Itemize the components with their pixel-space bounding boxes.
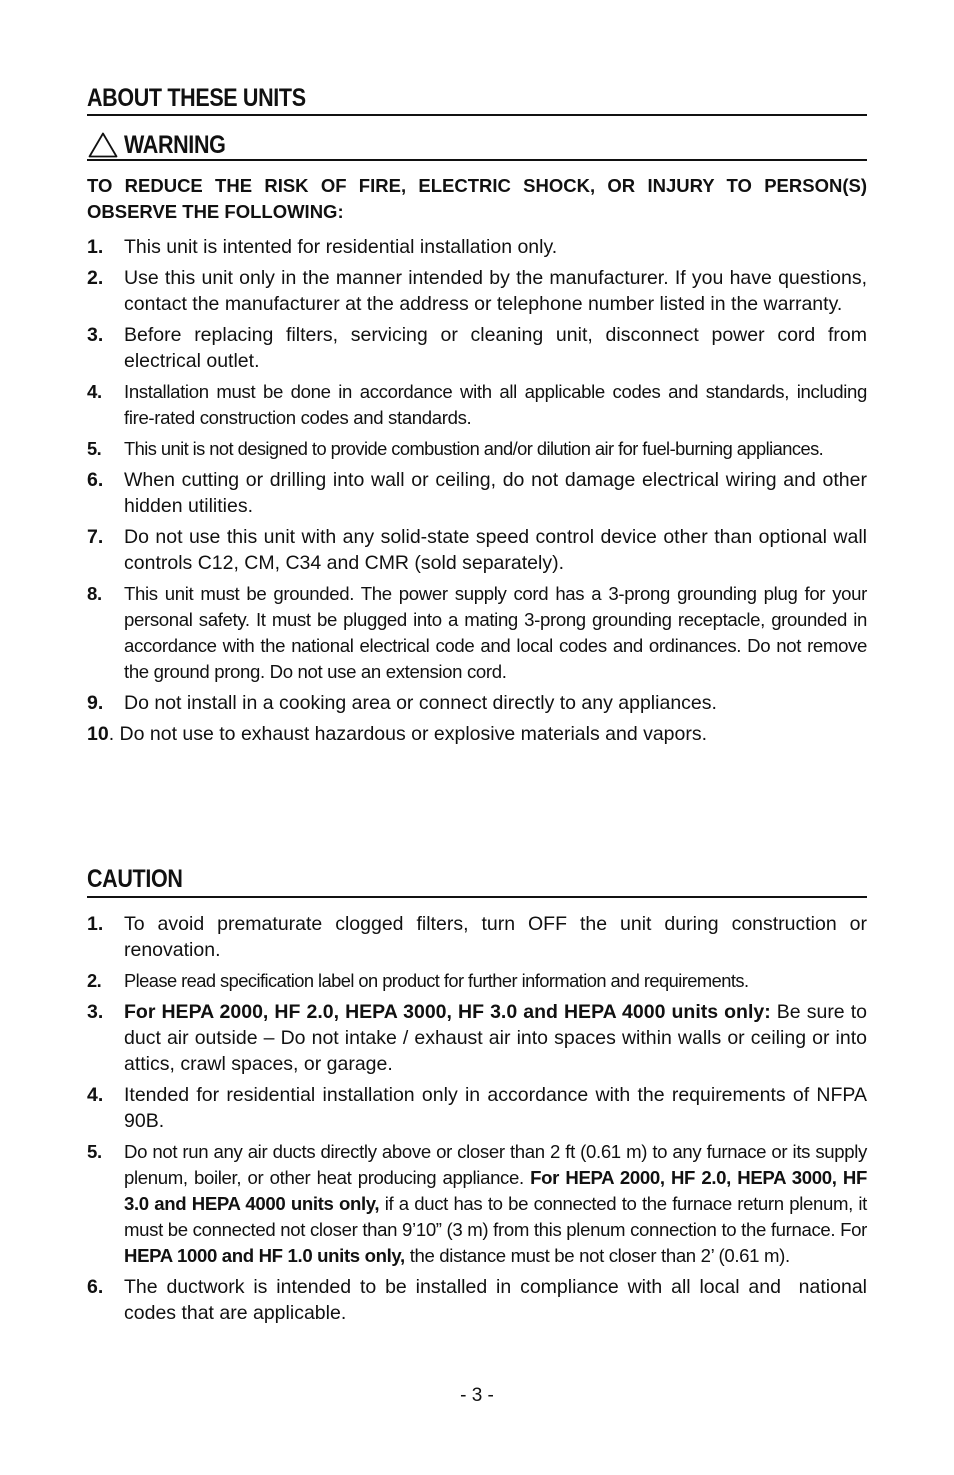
- item-bold-lead: For HEPA 2000, HF 2.0, HEPA 3000, HF 3.0 and HEPA 4000 units only:: [124, 1001, 771, 1023]
- item-number: 10: [87, 723, 109, 745]
- item-number: 3.: [87, 324, 104, 346]
- item-text: To avoid prematurate clogged filters, turn OFF the unit during construction or renovation.: [124, 913, 867, 961]
- list-item: [87, 968, 867, 994]
- warning-intro: TO REDUCE THE RISK OF FIRE, ELECTRIC SHOCK, OR INJURY TO PERSON(S) OBSERVE THE FOLLOWING:: [87, 175, 867, 222]
- item-number: 4.: [87, 381, 102, 402]
- item-text: This unit is not designed to provide combustion and/or dilution air for fuel-burning appliances.: [124, 438, 824, 459]
- list-item: [87, 467, 867, 519]
- item-number: 9.: [87, 692, 104, 714]
- list-item: [87, 1139, 867, 1269]
- item-text: The ductwork is intended to be installed in compliance with all local and national codes that are applicable.: [124, 1276, 867, 1324]
- list-item: [87, 581, 867, 685]
- warning-triangle-icon: [88, 132, 118, 158]
- caution-heading: CAUTION: [87, 865, 183, 893]
- item-text: Please read specification label on product for further information and requirements.: [124, 970, 749, 991]
- about-heading-rule: [87, 114, 867, 116]
- list-item: [87, 1082, 867, 1134]
- item-number: 1.: [87, 913, 104, 935]
- list-item: [87, 436, 867, 462]
- list-item: [87, 999, 867, 1077]
- list-item: [87, 721, 867, 747]
- item-number: 5.: [87, 438, 102, 459]
- item-text: This unit must be grounded. The power supply cord has a 3-prong grounding plug for your personal safety. It must be plugged into a mating 3-prong grounding receptacle, grounded in accordance with the national electrical code and local codes and ordinances. Do not remove the ground prong. Do not use an extension cord.: [124, 583, 867, 682]
- list-item: [87, 1274, 867, 1326]
- item-number: 4.: [87, 1084, 104, 1106]
- item-number: 7.: [87, 526, 104, 548]
- item-number: 6.: [87, 1276, 104, 1298]
- item-text-b: if a duct has to be connected to the furnace return plenum, it must be connected not closer than 9’10” (3 m) from this plenum connection to the furnace. For: [124, 1193, 867, 1240]
- item-text-c: the distance must be not closer than 2’ (0.61 m).: [404, 1245, 790, 1266]
- item-number: 8.: [87, 583, 102, 604]
- item-text: This unit is intented for residential installation only.: [124, 236, 558, 258]
- warning-list: [87, 234, 867, 752]
- warning-heading-rule: [87, 159, 867, 161]
- item-number: 1.: [87, 236, 104, 258]
- list-item: [87, 911, 867, 963]
- item-text: . Do not use to exhaust hazardous or explosive materials and vapors.: [108, 723, 708, 745]
- list-item: [87, 690, 867, 716]
- item-text: Do not use this unit with any solid-state speed control device other than optional wall controls C12, CM, C34 and CMR (sold separately).: [124, 526, 867, 574]
- about-these-units-heading: ABOUT THESE UNITS: [87, 84, 306, 112]
- item-bold-a: For HEPA 2000, HF 2.0, HEPA 3000, HF 3.0 and HEPA 4000 units only,: [124, 1167, 867, 1214]
- item-text-a: Do not run any air ducts directly above or closer than 2 ft (0.61 m) to any furnace or its supply plenum, boiler, or other heat producing appliance.: [124, 1141, 867, 1188]
- item-bold-b: HEPA 1000 and HF 1.0 units only,: [124, 1245, 405, 1266]
- item-number: 6.: [87, 469, 104, 491]
- item-number: 5.: [87, 1141, 102, 1162]
- item-text: When cutting or drilling into wall or ceiling, do not damage electrical wiring and other hidden utilities.: [124, 469, 867, 517]
- list-item: [87, 379, 867, 431]
- item-number: 2.: [87, 267, 104, 289]
- item-text: Do not install in a cooking area or connect directly to any appliances.: [124, 692, 717, 714]
- item-text: Be sure to duct air outside – Do not intake / exhaust air into spaces within walls or ceiling or into attics, crawl spaces, or garage.: [124, 1001, 867, 1075]
- list-item: [87, 234, 867, 260]
- item-text: Before replacing filters, servicing or cleaning unit, disconnect power cord from electrical outlet.: [124, 324, 867, 372]
- item-number: 3.: [87, 1001, 104, 1023]
- item-text: Installation must be done in accordance with all applicable codes and standards, including fire-rated construction codes and standards.: [124, 381, 867, 428]
- item-number: 2.: [87, 970, 102, 991]
- warning-title: WARNING: [124, 131, 226, 159]
- list-item: [87, 265, 867, 317]
- list-item: [87, 524, 867, 576]
- caution-heading-rule: [87, 896, 867, 898]
- item-text: Use this unit only in the manner intended by the manufacturer. If you have questions, contact the manufacturer at the address or telephone number listed in the warranty.: [124, 267, 867, 315]
- caution-list: [87, 911, 867, 1331]
- page-number: - 3 -: [460, 1385, 494, 1406]
- list-item: [87, 322, 867, 374]
- item-text: Itended for residential installation only in accordance with the requirements of NFPA 90B.: [124, 1084, 867, 1132]
